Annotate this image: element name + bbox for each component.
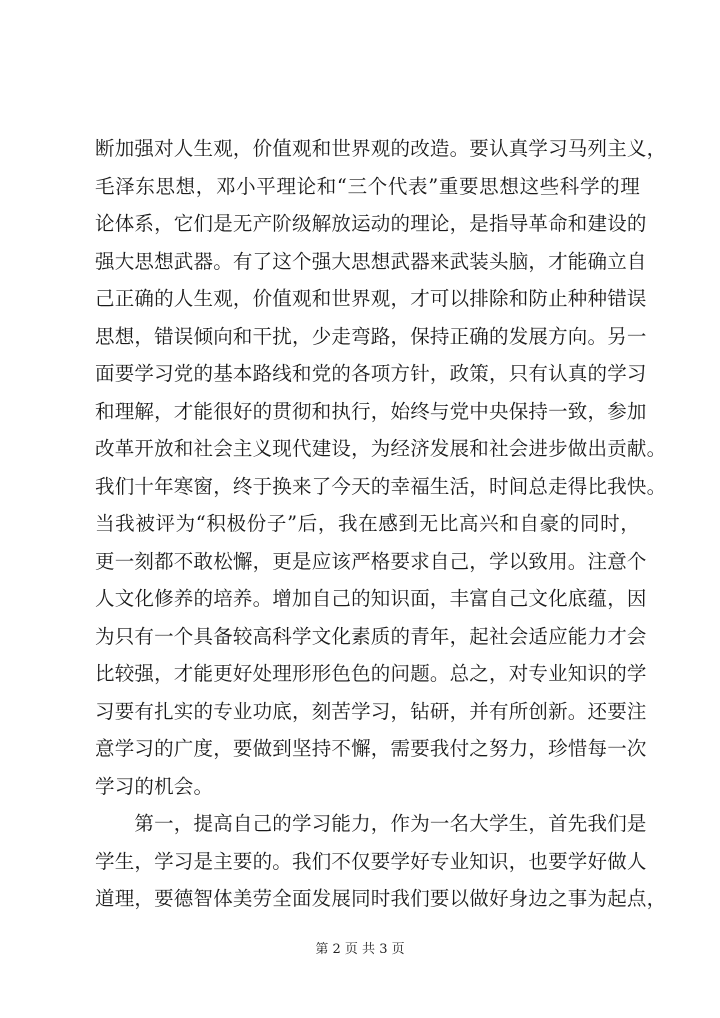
- page-number-footer: 第 2 页 共 3 页: [315, 942, 405, 957]
- text-line: 强大思想武器。有了这个强大思想武器来武装头脑，才能确立自: [95, 249, 647, 273]
- text-line: 第一，提高自己的学习能力，作为一名大学生，首先我们是: [95, 812, 647, 835]
- text-line: 人文化修养的培养。增加自己的知识面，丰富自己文化底蕴，因: [95, 587, 647, 610]
- text-line: 比较强，才能更好处理形形色色的问题。总之，对专业知识的学: [95, 662, 647, 685]
- text-line: 学习的机会。: [95, 774, 214, 798]
- text-line: 改革开放和社会主义现代建设，为经济发展和社会进步做出贡献。: [95, 437, 667, 460]
- text-line: 面要学习党的基本路线和党的各项方针，政策，只有认真的学习: [95, 362, 647, 385]
- text-line: 学生，学习是主要的。我们不仅要学好专业知识，也要学好做人: [95, 849, 647, 873]
- paragraph-2: [95, 805, 667, 918]
- text-line: 习要有扎实的专业功底，刻苦学习，钻研，并有所创新。还要注: [95, 699, 647, 723]
- text-line: 己正确的人生观，价值观和世界观，才可以排除和防止种种错误: [95, 287, 647, 310]
- text-line: 断加强对人生观，价值观和世界观的改造。要认真学习马列主义，: [95, 137, 667, 160]
- text-line: 我们十年寒窗，终于换来了今天的幸福生活，时间总走得比我快。: [95, 474, 667, 498]
- text-line: 为只有一个具备较高科学文化素质的青年，起社会适应能力才会: [95, 624, 647, 648]
- text-line: 当我被评为“积极份子”后，我在感到无比高兴和自豪的同时，: [95, 512, 640, 535]
- text-line: 毛泽东思想，邓小平理论和“三个代表”重要思想这些科学的理: [95, 174, 640, 198]
- text-line: 意学习的广度，要做到坚持不懈，需要我付之努力，珍惜每一次: [95, 737, 647, 760]
- document-body: [95, 130, 667, 918]
- text-line: 思想，错误倾向和干扰，少走弯路，保持正确的发展方向。另一: [95, 324, 647, 348]
- text-line: 论体系，它们是无产阶级解放运动的理论，是指导革命和建设的: [95, 212, 647, 235]
- text-line: 道理，要德智体美劳全面发展同时我们要以做好身边之事为起点，: [95, 887, 667, 910]
- paragraph-1: [95, 130, 667, 805]
- text-line: 更一刻都不敢松懈，更是应该严格要求自己，学以致用。注意个: [95, 549, 647, 573]
- text-line: 和理解，才能很好的贯彻和执行，始终与党中央保持一致，参加: [95, 399, 647, 423]
